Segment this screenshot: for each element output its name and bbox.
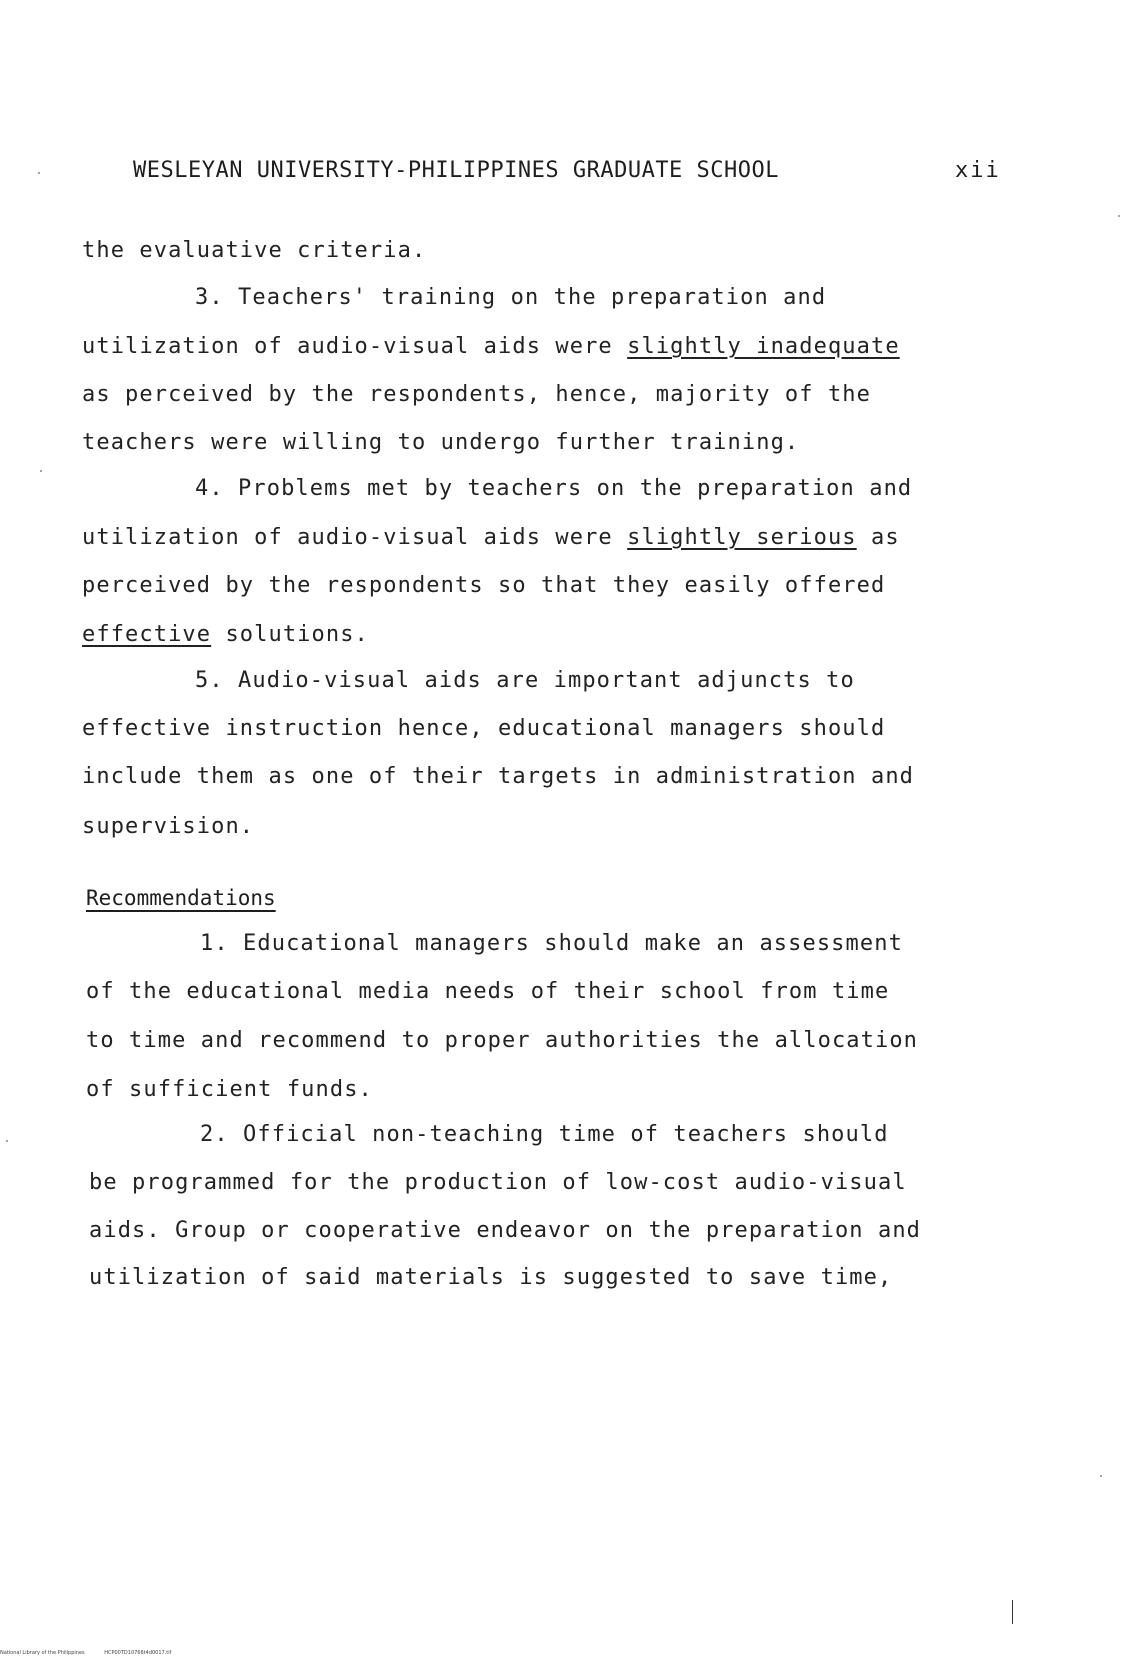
scan-footer <box>0 1650 171 1656</box>
text-line: the evaluative criteria. <box>82 238 427 263</box>
text-line: be programmed for the production of low-cost audio-visual <box>89 1170 907 1195</box>
text-line: utilization of said materials is suggested to save time, <box>89 1265 893 1290</box>
scan-edge-mark <box>1012 1600 1013 1624</box>
scan-speck <box>1118 215 1120 217</box>
text-line: teachers were willing to undergo further training. <box>82 430 800 455</box>
text-line: perceived by the respondents so that they easily offered <box>82 573 886 598</box>
text-fragment: utilization of audio-visual aids were <box>82 334 628 359</box>
page-header: WESLEYAN UNIVERSITY-PHILIPPINES GRADUATE SCHOOL <box>133 158 780 183</box>
underlined-phrase: effective <box>82 622 212 647</box>
text-line <box>82 622 369 647</box>
text-line: of the educational media needs of their school from time <box>86 979 890 1004</box>
scan-speck <box>40 470 42 472</box>
text-line: of sufficient funds. <box>86 1077 373 1102</box>
text-line: 2. Official non-teaching time of teachers should <box>200 1122 889 1147</box>
footer-library: National Library of the Philippines <box>0 1650 85 1656</box>
footer-file-id: HCP00TD10766t4d0017.tif <box>104 1650 172 1656</box>
text-line: supervision. <box>82 814 255 839</box>
text-line: 1. Educational managers should make an assessment <box>200 931 903 956</box>
text-line: include them as one of their targets in administration and <box>82 764 915 789</box>
scan-speck <box>6 1140 8 1142</box>
scan-speck <box>38 172 40 174</box>
text-line: aids. Group or cooperative endeavor on the preparation and <box>89 1218 922 1243</box>
underlined-phrase: slightly serious <box>627 525 857 550</box>
text-line: 4. Problems met by teachers on the preparation and <box>195 476 913 501</box>
text-line <box>82 525 900 550</box>
page-number: xii <box>955 158 1001 183</box>
text-fragment: as <box>856 525 900 550</box>
underlined-phrase: slightly inadequate <box>627 334 900 359</box>
scan-speck <box>1100 1475 1102 1477</box>
text-line: to time and recommend to proper authorities the allocation <box>86 1028 919 1053</box>
text-line: as perceived by the respondents, hence, majority of the <box>82 382 871 407</box>
text-line: 3. Teachers' training on the preparation and <box>195 285 827 310</box>
text-line: effective instruction hence, educational managers should <box>82 716 886 741</box>
text-fragment: solutions. <box>211 622 369 647</box>
text-fragment: utilization of audio-visual aids were <box>82 525 628 550</box>
text-line: 5. Audio-visual aids are important adjuncts to <box>195 668 855 693</box>
text-line <box>82 334 900 359</box>
recommendations-heading: Recommendations <box>86 886 276 910</box>
